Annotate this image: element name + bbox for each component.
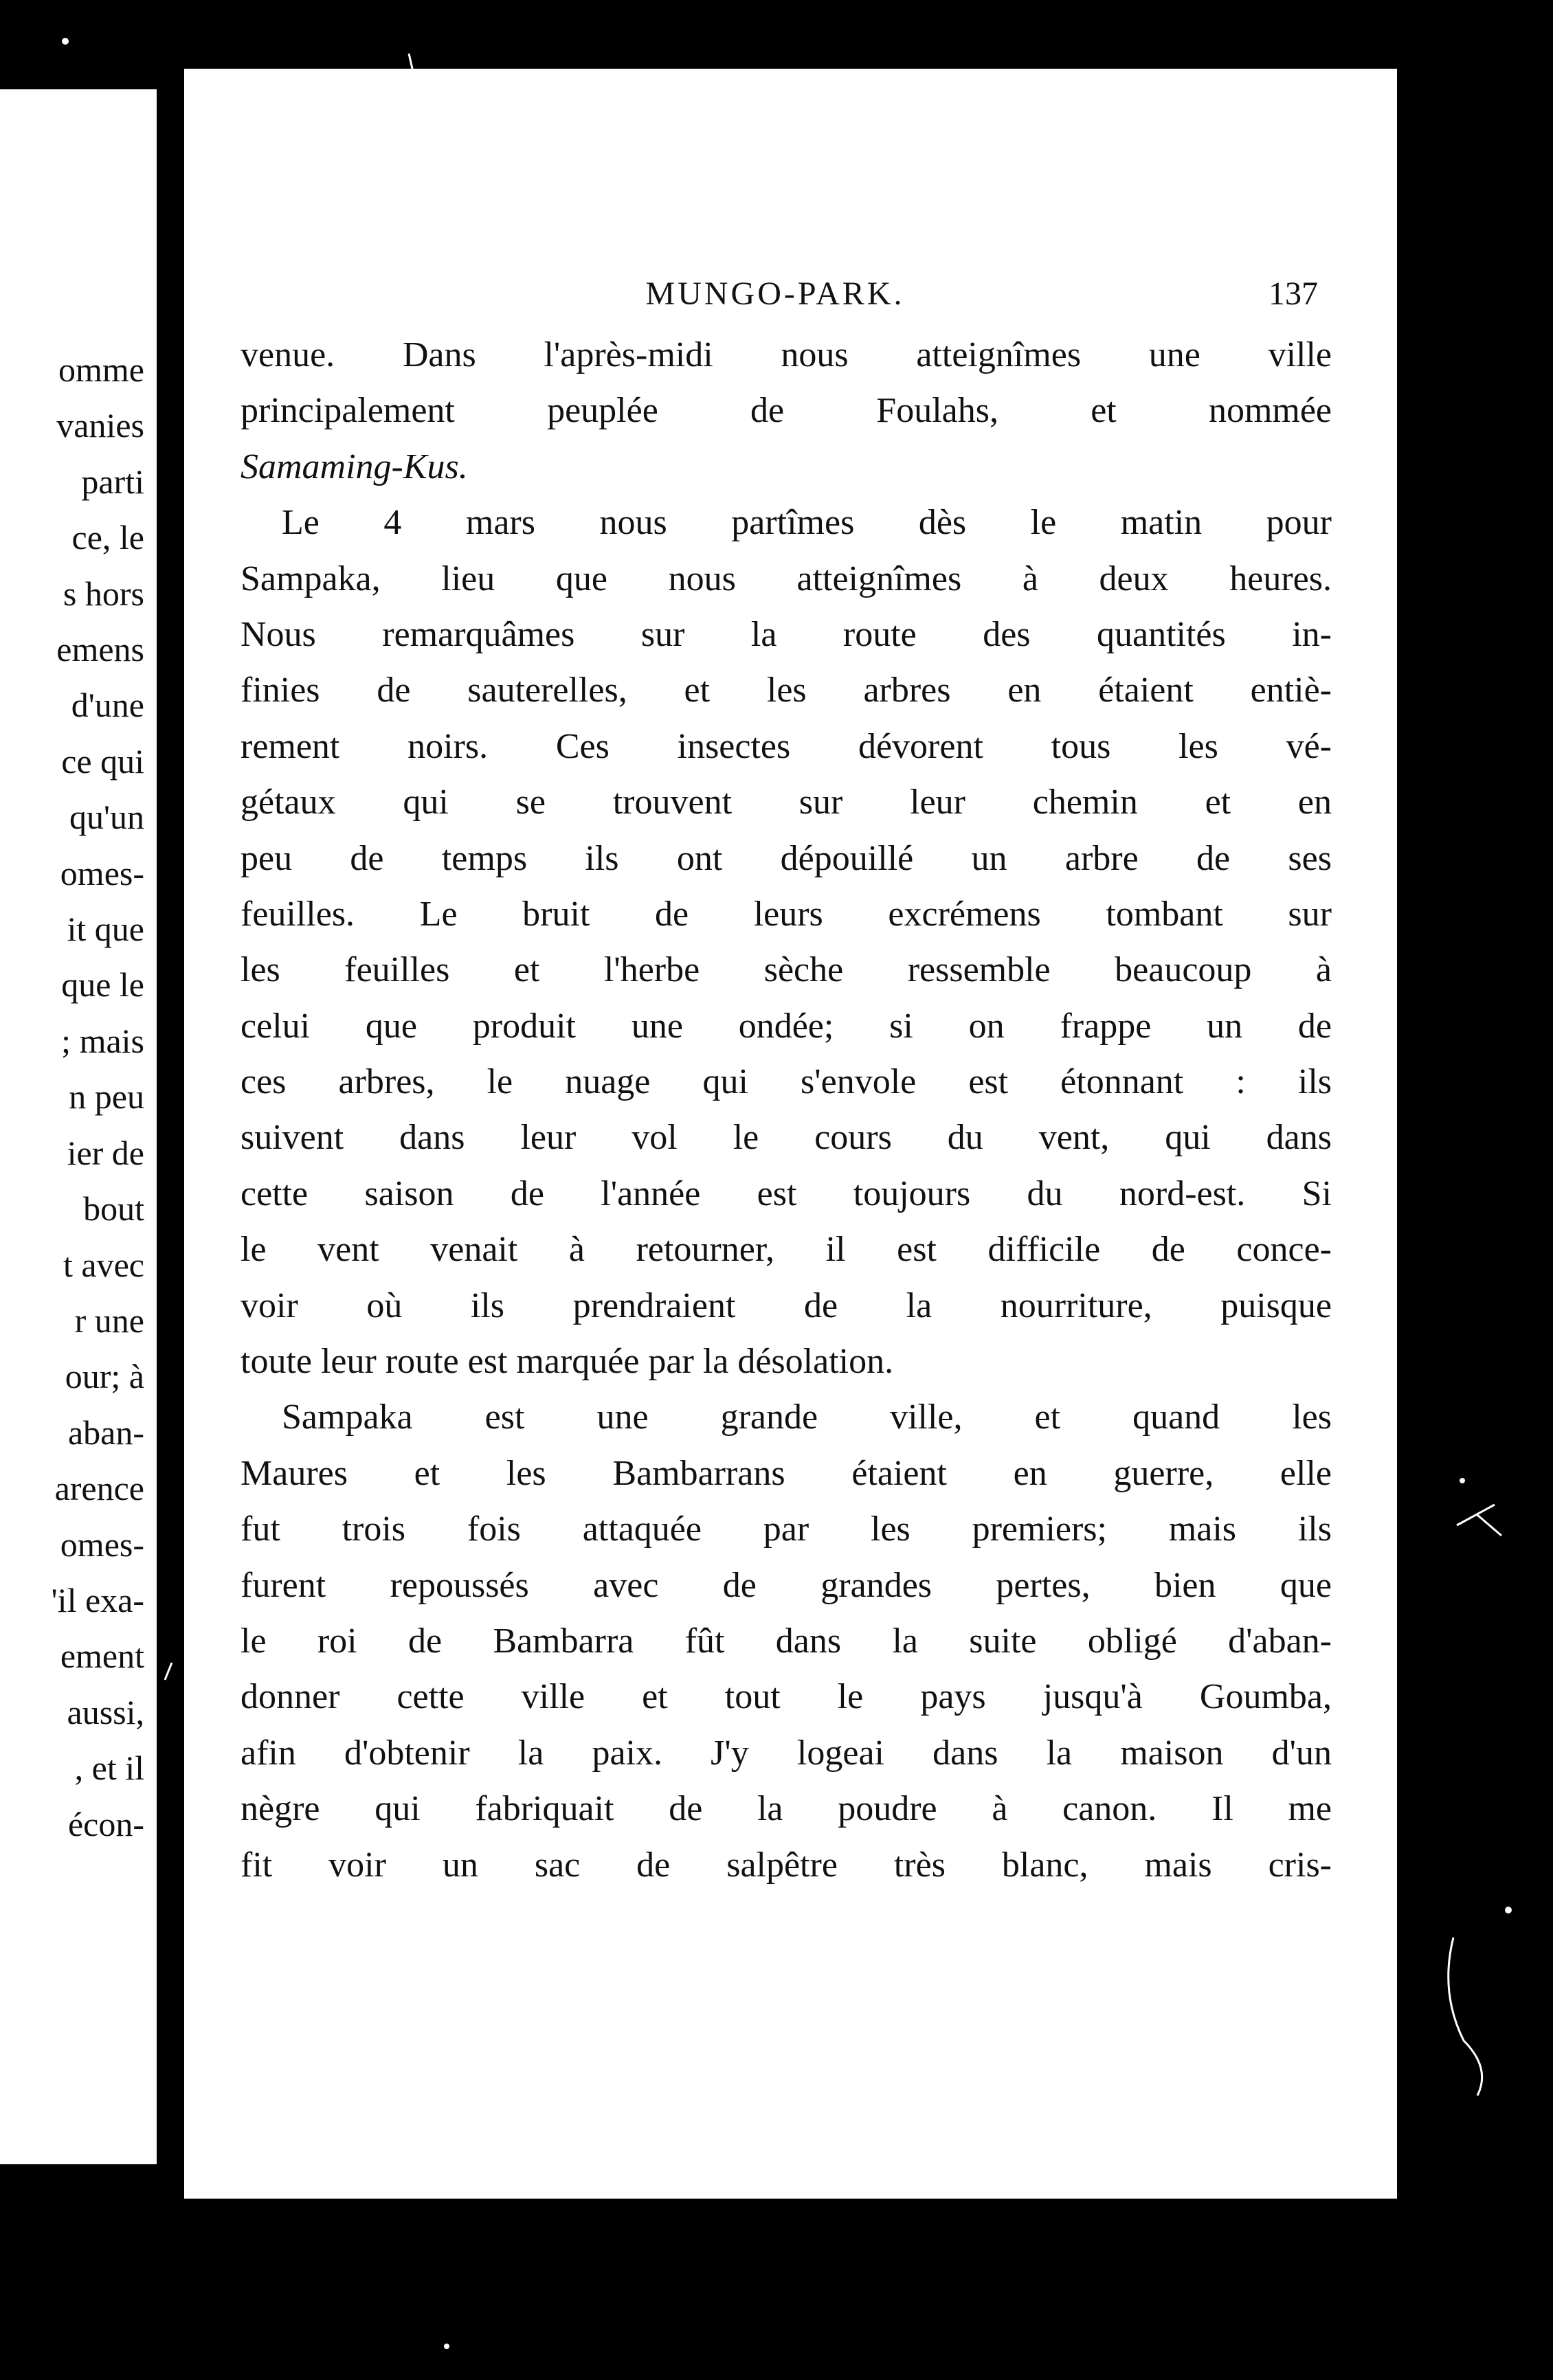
text-line: t avec	[63, 1245, 144, 1284]
text-line: finies de sauterelles, et les arbres en étaient entiè-	[241, 671, 1332, 710]
text-line: Le 4 mars nous partîmes dès le matin pour	[282, 503, 1332, 543]
text-line: fit voir un sac de salpêtre très blanc, mais cris-	[241, 1845, 1332, 1885]
text-line: qu'un	[69, 798, 144, 837]
text-line: gétaux qui se trouvent sur leur chemin et en	[241, 783, 1332, 822]
text-line: afin d'obtenir la paix. J'y logeai dans la maison d'un	[241, 1733, 1332, 1773]
text-line: le vent venait à retourner, il est difficile de conce-	[241, 1230, 1332, 1270]
text-line: Maures et les Bambarrans étaient en guerre, elle	[241, 1453, 1332, 1493]
text-line: voir où ils prendraient de la nourriture, puisque	[241, 1286, 1332, 1325]
text-line: s hors	[63, 574, 144, 613]
running-title: MUNGO-PARK.	[645, 276, 905, 312]
text-line: emens	[56, 630, 144, 669]
text-line: fut trois fois attaquée par les premiers; mais ils	[241, 1509, 1332, 1549]
text-line: le roi de Bambarra fût dans la suite obligé d'aban-	[241, 1621, 1332, 1661]
text-line: furent repoussés avec de grandes pertes, bien que	[241, 1565, 1332, 1605]
text-line: Sampaka est une grande ville, et quand les	[282, 1397, 1332, 1437]
body-text	[241, 327, 1332, 1893]
text-line: suivent dans leur vol le cours du vent, qui dans	[241, 1118, 1332, 1158]
text-line: omes-	[60, 1525, 144, 1564]
text-line: omme	[58, 350, 144, 389]
text-line: ce, le	[71, 518, 144, 557]
text-line: parti	[81, 462, 144, 501]
text-line: toute leur route est marquée par la désolation.	[241, 1342, 894, 1382]
text-line: feuilles. Le bruit de leurs excrémens tombant sur	[241, 894, 1332, 934]
text-line: écon-	[67, 1804, 144, 1843]
text-line: Sampaka, lieu que nous atteignîmes à deux heures.	[241, 559, 1332, 598]
text-line: aban-	[67, 1413, 144, 1452]
page-number: 137	[1269, 276, 1318, 312]
book-page	[184, 69, 1397, 2199]
text-line: bout	[83, 1189, 144, 1228]
text-line: d'une	[71, 686, 144, 725]
page-header	[232, 275, 1318, 330]
facing-page-fragment	[0, 89, 157, 2164]
text-line: 'il exa-	[51, 1580, 144, 1619]
text-line: cette saison de l'année est toujours du nord-est. Si	[241, 1174, 1332, 1213]
text-line: our; à	[65, 1357, 144, 1396]
text-line: ement	[60, 1637, 144, 1676]
text-line: n peu	[69, 1077, 144, 1116]
text-line: rement noirs. Ces insectes dévorent tous les vé-	[241, 726, 1332, 766]
text-line: , et il	[74, 1749, 144, 1788]
text-line: les feuilles et l'herbe sèche ressemble beaucoup à	[241, 950, 1332, 990]
text-line: donner cette ville et tout le pays jusqu'à Goumba,	[241, 1677, 1332, 1717]
text-line: Samaming-Kus.	[241, 447, 468, 486]
text-line: ier de	[67, 1133, 144, 1172]
text-line: venue. Dans l'après-midi nous atteignîmes une ville	[241, 335, 1332, 374]
text-line: aussi,	[67, 1692, 144, 1731]
text-line: it que	[67, 910, 144, 949]
facing-page-text	[52, 342, 144, 1852]
text-line: peu de temps ils ont dépouillé un arbre de ses	[241, 838, 1332, 878]
text-line: Nous remarquâmes sur la route des quantités in-	[241, 614, 1332, 654]
text-line: nègre qui fabriquait de la poudre à canon. Il me	[241, 1789, 1332, 1829]
text-line: r une	[74, 1301, 144, 1340]
text-line: principalement peuplée de Foulahs, et nommée	[241, 391, 1332, 431]
text-line: omes-	[60, 853, 144, 892]
text-line: vanies	[56, 406, 144, 445]
text-line: arence	[54, 1469, 144, 1508]
text-line: ; mais	[61, 1021, 144, 1060]
text-line: ce qui	[61, 741, 144, 781]
text-line: que le	[61, 965, 144, 1004]
text-line: ces arbres, le nuage qui s'envole est étonnant : ils	[241, 1062, 1332, 1102]
text-line: celui que produit une ondée; si on frappe un de	[241, 1006, 1332, 1046]
